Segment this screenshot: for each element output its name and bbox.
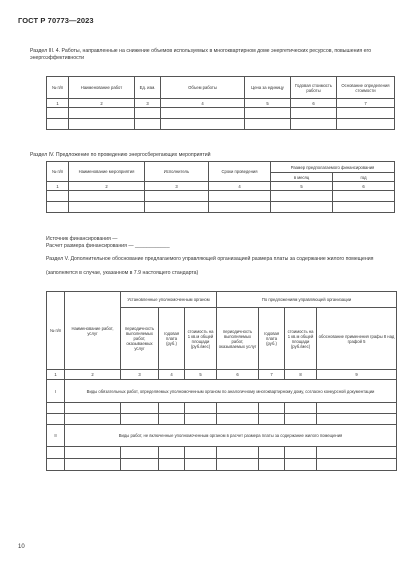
s5-num: 9	[317, 370, 397, 380]
s5-empty-row	[47, 447, 397, 459]
s5-num: 2	[65, 370, 121, 380]
s4-empty-row	[47, 191, 395, 202]
section4-table	[46, 161, 395, 213]
s3-header-basis: Основание определения стоимости	[337, 77, 395, 99]
s3-num: 1	[47, 99, 69, 108]
s5-header-frequency: периодичность выполняемых работ, оказываемых услуг	[121, 308, 159, 370]
s3-empty-row	[47, 119, 395, 130]
s4-num: 5	[271, 182, 333, 191]
s5-empty-row	[47, 403, 397, 414]
s5-header-no: № п/п	[47, 292, 65, 370]
s5-mandatory-works: Виды обязательных работ, определяемых уполномоченным органом по аналогичному многоквартирному дому, согласно конкурсной документации	[65, 380, 397, 403]
s4-num: 1	[47, 182, 69, 191]
s5-row-num: I	[47, 380, 65, 403]
s3-header-price: Цена за единицу	[245, 77, 291, 99]
section4-title: Раздел IV. Предложение по проведению энергосберегающих мероприятий	[30, 152, 211, 158]
standard-header: ГОСТ Р 70773—2023	[18, 16, 94, 25]
s3-header-unit: Ед. изм.	[135, 77, 161, 99]
s5-row-num: II	[47, 425, 65, 447]
s4-num: 2	[69, 182, 145, 191]
s5-empty-row	[47, 459, 397, 471]
s3-num: 4	[161, 99, 245, 108]
s5-num: 6	[217, 370, 259, 380]
s4-num: 4	[209, 182, 271, 191]
financing-calc: Расчет размера финансирования — ____________	[46, 243, 170, 249]
s3-header-name: Наименование работ	[69, 77, 135, 99]
s5-group-company: По предложениям управляющей организации	[217, 292, 397, 308]
s5-header-cost-sqm: стоимость на 1 кв.м общей площади (руб./мес)	[185, 308, 217, 370]
financing-source: Источник финансирования —	[46, 236, 118, 242]
s5-num: 8	[285, 370, 317, 380]
s3-header-annual: Годовая стоимость работы	[291, 77, 337, 99]
s5-num: 7	[259, 370, 285, 380]
s5-num: 4	[159, 370, 185, 380]
s5-header-name: Наименование работ, услуг	[65, 292, 121, 370]
s4-num: 6	[333, 182, 395, 191]
s4-num: 3	[145, 182, 209, 191]
s3-num: 7	[337, 99, 395, 108]
s5-excluded-works: Виды работ, не включенные уполномоченным органом в расчет размера платы за содержание жилого помещения	[65, 425, 397, 447]
s5-empty-row	[47, 414, 397, 425]
s3-num: 3	[135, 99, 161, 108]
s3-num: 5	[245, 99, 291, 108]
section5-table	[46, 291, 397, 471]
s5-header-justification: обоснование применения графы 8 над графой 5	[317, 308, 397, 370]
s5-header-cost-sqm: стоимость на 1 кв.м общей площади (руб./мес)	[285, 308, 317, 370]
s5-num: 5	[185, 370, 217, 380]
s4-header-month: в месяц	[271, 173, 333, 182]
s3-header-no: № п/п	[47, 77, 69, 99]
s4-header-no: № п/п	[47, 162, 69, 182]
s5-header-annual: годовая плата (руб.)	[159, 308, 185, 370]
section5-note: (заполняется в случае, указанном в 7.9 настоящего стандарта)	[46, 270, 199, 276]
section5-title: Раздел V. Дополнительное обоснование предлагаемого управляющей организацией размера платы за содержание жилого помещения	[46, 256, 374, 262]
s4-header-name: Наименование мероприятия	[69, 162, 145, 182]
s5-num: 1	[47, 370, 65, 380]
section3-table	[46, 76, 395, 130]
s4-header-terms: Сроки проведения	[209, 162, 271, 182]
s4-header-financing: Размер предполагаемого финансирования	[271, 162, 395, 173]
s3-num: 2	[69, 99, 135, 108]
s5-header-frequency: периодичность выполняемых работ, оказываемых услуг	[217, 308, 259, 370]
s4-header-executor: Исполнитель	[145, 162, 209, 182]
s5-group-authority: Установленные уполномоченным органом	[121, 292, 217, 308]
s5-header-annual: годовая плата (руб.)	[259, 308, 285, 370]
s5-num: 3	[121, 370, 159, 380]
s3-header-volume: Объем работы	[161, 77, 245, 99]
s3-empty-row	[47, 108, 395, 119]
s3-num: 6	[291, 99, 337, 108]
page-number: 10	[18, 544, 25, 550]
section3-title: Раздел III. 4. Работы, направленные на снижение объемов используемых в многоквартирном доме энергетических ресурсов, повышения его энергоэффективности	[30, 48, 372, 61]
s4-empty-row	[47, 202, 395, 213]
s4-header-year: год	[333, 173, 395, 182]
